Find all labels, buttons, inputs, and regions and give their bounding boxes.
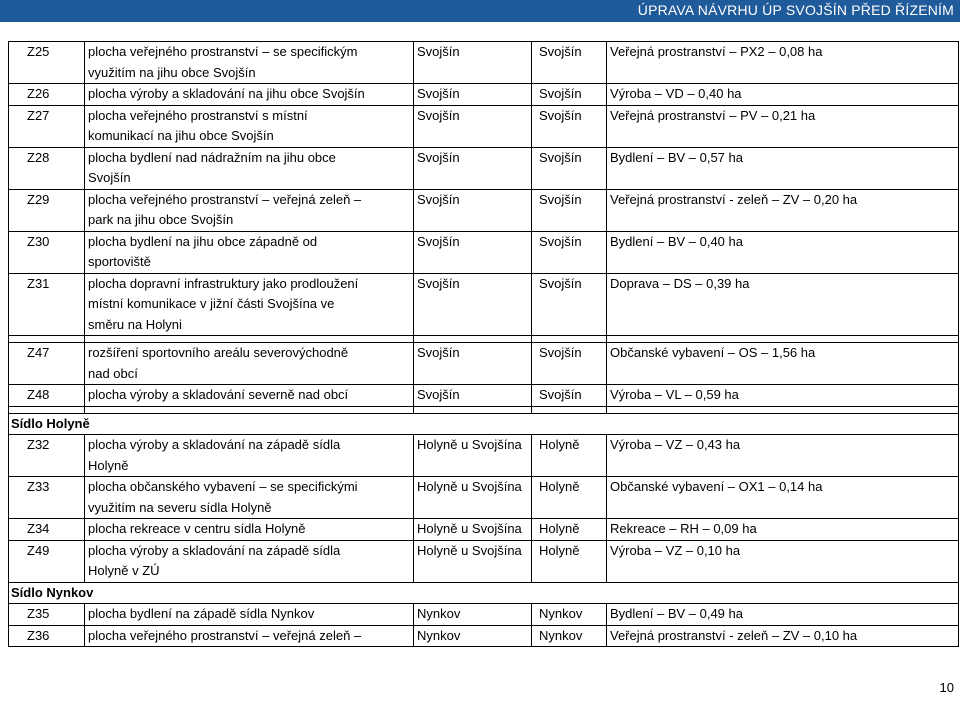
- municipality: Svojšín: [532, 343, 607, 385]
- description-line: plocha rekreace v centru sídla Holyně: [88, 521, 306, 536]
- cadastral-area: Svojšín: [414, 273, 532, 336]
- description-line: Svojšín: [88, 170, 131, 185]
- zone-description: [85, 105, 414, 147]
- cadastral-area: Svojšín: [414, 42, 532, 84]
- cadastral-area: Holyně u Svojšína: [414, 477, 532, 519]
- municipality: Holyně: [532, 435, 607, 477]
- land-use: Veřejná prostranství - zeleň – ZV – 0,20 ha: [607, 189, 959, 231]
- zone-code: Z30: [9, 231, 85, 273]
- table-row: [9, 105, 959, 147]
- zone-description: [85, 42, 414, 84]
- zone-description: [85, 385, 414, 407]
- cadastral-area: Svojšín: [414, 385, 532, 407]
- table-row: [9, 84, 959, 106]
- description-line: plocha veřejného prostranství – veřejná zeleň –: [88, 191, 362, 207]
- table-row: [9, 540, 959, 582]
- table-row: [9, 604, 959, 626]
- land-use: Doprava – DS – 0,39 ha: [607, 273, 959, 336]
- description-line: plocha veřejného prostranství – veřejná zeleň –: [88, 627, 362, 643]
- land-use: Výroba – VZ – 0,43 ha: [607, 435, 959, 477]
- zone-description: [85, 604, 414, 626]
- description-line: rozšíření sportovního areálu severovýchodně: [88, 345, 349, 360]
- municipality: Nynkov: [532, 604, 607, 626]
- description-line: nad obcí: [88, 365, 138, 381]
- header-bar: [0, 0, 960, 22]
- cadastral-area: Holyně u Svojšína: [414, 519, 532, 541]
- table-row: [9, 519, 959, 541]
- land-use: Výroba – VZ – 0,10 ha: [607, 540, 959, 582]
- zone-code: Z48: [9, 385, 85, 407]
- municipality: Svojšín: [532, 84, 607, 106]
- land-use: Veřejná prostranství – PX2 – 0,08 ha: [607, 42, 959, 84]
- zone-description: [85, 84, 414, 106]
- description-line: plocha výroby a skladování severně nad obcí: [88, 387, 349, 402]
- land-use: Rekreace – RH – 0,09 ha: [607, 519, 959, 541]
- cadastral-area: Svojšín: [414, 189, 532, 231]
- zone-code: Z27: [9, 105, 85, 147]
- municipality: Nynkov: [532, 625, 607, 647]
- spacer-cell: [85, 336, 414, 343]
- land-use: Veřejná prostranství – PV – 0,21 ha: [607, 105, 959, 147]
- section-heading: Sídlo Nynkov: [9, 582, 959, 604]
- table-row: [9, 189, 959, 231]
- zone-code: Z36: [9, 625, 85, 647]
- land-use: Bydlení – BV – 0,40 ha: [607, 231, 959, 273]
- land-use: Občanské vybavení – OS – 1,56 ha: [607, 343, 959, 385]
- zone-description: [85, 273, 414, 336]
- spacer-cell: [532, 406, 607, 413]
- zone-code: Z29: [9, 189, 85, 231]
- spacer-cell: [414, 406, 532, 413]
- table-row: [9, 385, 959, 407]
- zone-description: [85, 343, 414, 385]
- description-line: Holyně: [88, 457, 129, 473]
- spacer-cell: [9, 336, 85, 343]
- zone-code: Z25: [9, 42, 85, 84]
- cadastral-area: Svojšín: [414, 105, 532, 147]
- zone-code: Z49: [9, 540, 85, 582]
- zone-description: [85, 147, 414, 189]
- land-use: Výroba – VL – 0,59 ha: [607, 385, 959, 407]
- table-row: [9, 343, 959, 385]
- spacer-row: [9, 406, 959, 413]
- description-line: plocha výroby a skladování na západě sídla: [88, 542, 341, 558]
- municipality: Holyně: [532, 519, 607, 541]
- description-line: plocha výroby a skladování na západě sídla: [88, 437, 341, 452]
- cadastral-area: Holyně u Svojšína: [414, 435, 532, 477]
- description-line: sportoviště: [88, 254, 151, 269]
- description-line: plocha občanského vybavení – se specifickými: [88, 479, 358, 494]
- cadastral-area: Svojšín: [414, 231, 532, 273]
- spacer-cell: [607, 336, 959, 343]
- section-heading: Sídlo Holyně: [9, 413, 959, 435]
- zone-description: [85, 625, 414, 647]
- cadastral-area: Svojšín: [414, 147, 532, 189]
- zone-code: Z31: [9, 273, 85, 336]
- description-line: plocha výroby a skladování na jihu obce Svojšín: [88, 86, 365, 101]
- cadastral-area: Svojšín: [414, 343, 532, 385]
- description-line: plocha dopravní infrastruktury jako prodloužení: [88, 275, 359, 291]
- zone-description: [85, 189, 414, 231]
- description-line: směru na Holyni: [88, 316, 182, 332]
- municipality: Svojšín: [532, 189, 607, 231]
- table-row: [9, 231, 959, 273]
- land-use: Bydlení – BV – 0,57 ha: [607, 147, 959, 189]
- table-row: [9, 435, 959, 477]
- spacer-cell: [414, 336, 532, 343]
- municipality: Svojšín: [532, 385, 607, 407]
- municipality: Svojšín: [532, 105, 607, 147]
- cadastral-area: Svojšín: [414, 84, 532, 106]
- municipality: Svojšín: [532, 147, 607, 189]
- description-line: plocha veřejného prostranství – se specifickým: [88, 44, 358, 59]
- municipality: Holyně: [532, 540, 607, 582]
- section-row: [9, 413, 959, 435]
- table-row: [9, 147, 959, 189]
- description-line: plocha bydlení na západě sídla Nynkov: [88, 606, 315, 621]
- zone-code: Z33: [9, 477, 85, 519]
- zones-table-body: [9, 42, 959, 647]
- description-line: využitím na severu sídla Holyně: [88, 499, 272, 515]
- cadastral-area: Holyně u Svojšína: [414, 540, 532, 582]
- cadastral-area: Nynkov: [414, 625, 532, 647]
- municipality: Svojšín: [532, 42, 607, 84]
- table-row: [9, 273, 959, 336]
- table-row: [9, 477, 959, 519]
- zone-code: Z34: [9, 519, 85, 541]
- description-line: komunikací na jihu obce Svojšín: [88, 128, 274, 143]
- zone-code: Z26: [9, 84, 85, 106]
- zone-code: Z35: [9, 604, 85, 626]
- land-use: Bydlení – BV – 0,49 ha: [607, 604, 959, 626]
- zone-code: Z32: [9, 435, 85, 477]
- spacer-row: [9, 336, 959, 343]
- zones-table: [8, 41, 959, 647]
- municipality: Holyně: [532, 477, 607, 519]
- land-use: Výroba – VD – 0,40 ha: [607, 84, 959, 106]
- section-row: [9, 582, 959, 604]
- spacer-cell: [607, 406, 959, 413]
- zone-code: Z47: [9, 343, 85, 385]
- zone-description: [85, 477, 414, 519]
- zone-description: [85, 231, 414, 273]
- municipality: Svojšín: [532, 231, 607, 273]
- zone-description: [85, 540, 414, 582]
- description-line: Holyně v ZÚ: [88, 563, 160, 578]
- spacer-cell: [9, 406, 85, 413]
- land-use: Veřejná prostranství - zeleň – ZV – 0,10 ha: [607, 625, 959, 647]
- spacer-cell: [532, 336, 607, 343]
- cadastral-area: Nynkov: [414, 604, 532, 626]
- land-use: Občanské vybavení – OX1 – 0,14 ha: [607, 477, 959, 519]
- description-line: plocha veřejného prostranství s místní: [88, 107, 308, 123]
- description-line: místní komunikace v jižní části Svojšína ve: [88, 296, 335, 311]
- zone-description: [85, 519, 414, 541]
- zone-description: [85, 435, 414, 477]
- description-line: plocha bydlení na jihu obce západně od: [88, 233, 318, 249]
- spacer-cell: [85, 406, 414, 413]
- description-line: plocha bydlení nad nádražním na jihu obce: [88, 149, 336, 165]
- description-line: využitím na jihu obce Svojšín: [88, 64, 256, 80]
- municipality: Svojšín: [532, 273, 607, 336]
- table-row: [9, 625, 959, 647]
- zone-code: Z28: [9, 147, 85, 189]
- header-title: ÚPRAVA NÁVRHU ÚP SVOJŠÍN PŘED ŘÍZENÍM: [637, 2, 954, 18]
- page-number: 10: [939, 680, 954, 695]
- description-line: park na jihu obce Svojšín: [88, 212, 234, 227]
- table-row: [9, 42, 959, 84]
